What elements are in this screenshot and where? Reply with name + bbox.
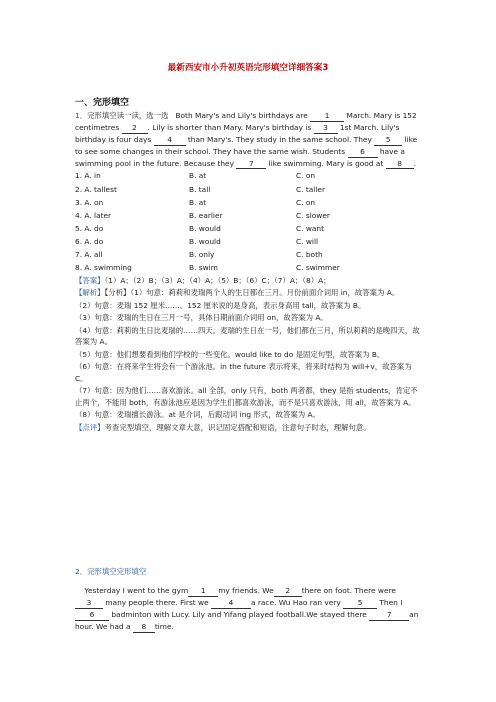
blank-1: 1 <box>310 112 344 122</box>
option: 6. A. do <box>75 237 104 247</box>
blank-4: 4 <box>154 136 186 146</box>
blank-6: 6 <box>75 611 109 621</box>
blank-6: 6 <box>348 148 378 158</box>
question-intro: 完形填空读一读，选一选 <box>87 111 169 120</box>
analysis-text: 【分析】（1）句意：莉莉和麦瑞两个人的生日都在三月。月份前面介词用 in，故答案为 A。 <box>104 288 400 298</box>
option: B. would <box>189 224 221 233</box>
option: B. swim <box>189 263 218 273</box>
blank-4: 4 <box>211 599 251 609</box>
blank-3: 3 <box>75 599 103 609</box>
analysis-line: （7）句意：因为他们……喜欢游泳。all 全部，only 只有，both 两者都，they 是指 students，肯定不止两个，不能用 both，有游泳池应是因为学生们都喜欢游泳，而不是只喜欢游泳，用 all，故答案为 A。 <box>75 386 418 407</box>
option: 1. A. in <box>75 171 101 181</box>
question-1-passage: 1．完形填空读一读，选一选 Both Mary's and Lily's birthdays are 1 March. Mary is 152 centimetres 2 . Lily is shorter than Mary. Mary's birthday is 3 1st March. Lily's birthday is four days 4 than Mary's. They study in the same school. They 5 like to see some changes in their school. They have the same wish. Students 6 have a swimming pool in the future. Because they 7 like swimming. Mary is good at 8 . <box>75 111 418 168</box>
blank-8: 8 <box>386 160 414 170</box>
answer-tag: 【答案】 <box>75 275 105 285</box>
option: 7. A. all <box>75 250 103 260</box>
blank-7: 7 <box>369 611 409 621</box>
comment-line <box>75 422 421 433</box>
answer-text: （1）A；（2）B；（3）A；（4）A；（5）B；（6）C；（7）A；（8）A； <box>104 275 331 285</box>
blank-2: 2 <box>274 587 302 597</box>
option: C. want <box>296 224 325 233</box>
option: C. swimmer <box>296 263 340 273</box>
option: 2. A. tallest <box>75 184 117 194</box>
question-number: 1． <box>75 111 88 120</box>
blank-2: 2 <box>122 124 148 134</box>
option: C. on <box>296 197 316 207</box>
analysis-tag: 【解析】 <box>75 288 105 298</box>
option: B. at <box>189 197 207 207</box>
analysis-line: （4）句意：莉莉的生日比麦瑞的……四天。麦瑞的生日在一号，他们都在三月，所以莉莉的是晚四天，故答案为 A。 <box>75 325 420 347</box>
analysis-line: （2）句意：麦瑞 152 厘米……。152 厘米说的是身高，表示身高用 tall，故答案为 B。 <box>75 300 366 310</box>
blank-8: 8 <box>133 623 155 633</box>
answer-line <box>75 275 421 286</box>
option: B. tall <box>189 184 211 194</box>
option: B. only <box>189 250 215 260</box>
option: C. on <box>296 171 316 181</box>
option: 3. A. on <box>75 197 104 207</box>
question-2-heading: 2．完形填空完形填空 <box>75 567 147 576</box>
option: B. at <box>189 171 207 181</box>
comment-text: 考查完型填空，理解文章大意，识记固定搭配和短语，注意句子时态，理解句意。 <box>104 422 371 432</box>
analysis-line: （8）句意：麦瑞擅长游泳。at 是介词，后跟动词 ing 形式，故答案为 A。 <box>75 410 320 420</box>
analysis-line: （6）句意：在将来学生将会有一个游泳池。in the future 表示将来，将来时结构为 will+v，故答案为 C。 <box>75 362 412 383</box>
blank-5: 5 <box>343 599 377 609</box>
options-grid <box>75 170 421 274</box>
blank-1: 1 <box>188 587 218 597</box>
option: C. both <box>296 250 323 260</box>
question-2 <box>75 566 421 633</box>
document-title: 最新西安市小升初英语完形填空详细答案3 <box>167 63 329 73</box>
option: C. will <box>296 237 319 247</box>
option: C. taller <box>296 184 325 194</box>
analysis-line <box>75 287 421 298</box>
option: 5. A. do <box>75 224 104 233</box>
blank-3: 3 <box>314 124 338 134</box>
option: B. would <box>189 237 221 247</box>
analysis-line: （5）句意：他们想要看到他们学校的一些变化。would like to do 是固定句型，故答案为 B。 <box>75 349 385 359</box>
option: C. slower <box>296 210 330 220</box>
option: 8. A. swimming <box>75 263 132 273</box>
option: B. earlier <box>189 210 223 220</box>
blank-7: 7 <box>236 160 266 170</box>
analysis-line: （3）句意：麦瑞的生日在三月一号，具体日期前面介词用 on，故答案为 A。 <box>75 313 328 323</box>
section-heading: 一、完形填空 <box>75 98 130 108</box>
question-2-passage: Yesterday I went to the gym 1 my friends. We 2 there on foot. There were 3 many people there. First we 4 a race. Wu Hao ran very 5 Then I 6 badminton with Lucy. Lily and Yifang played football.We stayed there 7 an hour. We had a 8 time. <box>75 586 419 632</box>
question-1 <box>75 110 421 433</box>
option: 4. A. later <box>75 210 112 220</box>
blank-5: 5 <box>374 136 402 146</box>
comment-tag: 【点评】 <box>75 422 105 432</box>
